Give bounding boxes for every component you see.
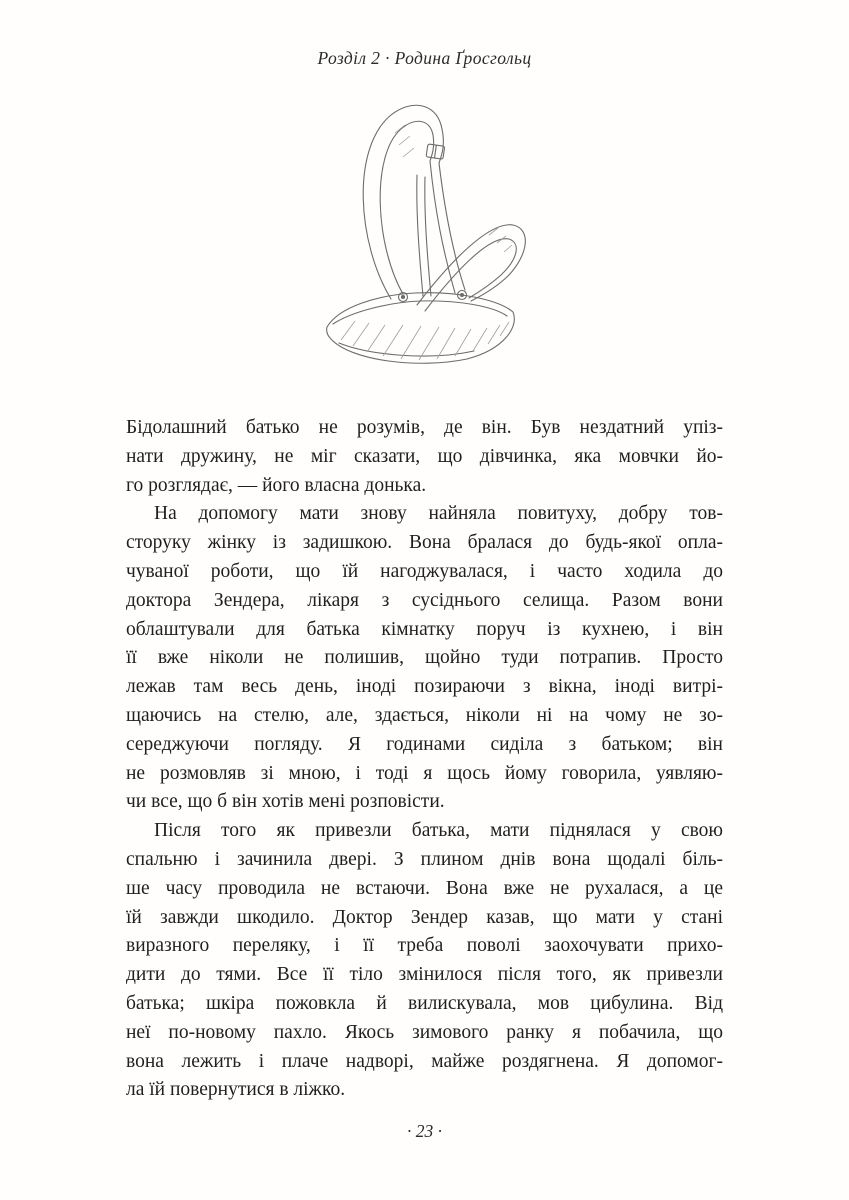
text-line: Після того як привезли батька, мати піднялася у свою: [154, 820, 723, 842]
text-line: го розглядає, — його власна донька.: [126, 474, 427, 496]
text-line: їй завжди шкодило. Доктор Зендер казав, що мати у стані: [126, 906, 723, 928]
text-line: середжуючи погляду. Я годинами сиділа з батьком; він: [126, 733, 723, 755]
page-number: · 23 ·: [407, 1121, 442, 1141]
text-line: спальню і зачинила двері. З плином днів вона щодалі біль-: [126, 848, 723, 870]
text-line: ше часу проводила не встаючи. Вона вже не рухалася, а це: [126, 877, 723, 899]
paragraph: [126, 817, 723, 1105]
text-line: неї по-новому пахло. Якось зимового ранку я побачила, що: [126, 1021, 723, 1043]
text-line: чи все, що б він хотів мені розповісти.: [126, 791, 445, 813]
text-line: дити до тями. Все її тіло змінилося після того, як привезли: [126, 964, 723, 986]
paragraph: [126, 414, 723, 500]
text-line: вона лежить і плаче надворі, майже роздягнена. Я допомог-: [126, 1050, 723, 1072]
paragraph: [126, 500, 723, 817]
jaw-sling-illustration: [299, 93, 551, 375]
text-line: виразного переляку, і її треба поволі заохочувати прихо-: [126, 935, 723, 957]
text-line: облаштували для батька кімнатку поруч із кухнею, і він: [126, 618, 723, 640]
text-line: сторуку жінку із задишкою. Вона бралася до будь-якої опла-: [126, 532, 723, 554]
text-line: не розмовляв зі мною, і тоді я щось йому говорила, уявляю-: [126, 762, 723, 784]
text-line: батька; шкіра пожовкла й вилискувала, мов цибулина. Від: [126, 992, 723, 1014]
text-line: На допомогу мати знову найняла повитуху, добру тов-: [154, 503, 723, 525]
text-line: її вже ніколи не полишив, щойно туди потрапив. Просто: [126, 647, 723, 669]
running-header: Розділ 2 · Родина Ґросгольц: [317, 48, 532, 68]
text-line: Бідолашний батько не розумів, де він. Був нездатний упіз-: [126, 417, 723, 438]
text-line: щаючись на стелю, але, здається, ніколи ні на чому не зо-: [126, 704, 723, 726]
text-line: ла їй повернутися в ліжко.: [126, 1079, 346, 1101]
text-line: нати дружину, не міг сказати, що дівчинка, яка мовчки йо-: [126, 445, 723, 467]
text-line: доктора Зендера, лікаря з сусіднього селища. Разом вони: [126, 589, 723, 611]
illustration-container: [0, 93, 849, 380]
body-text: [126, 414, 723, 1105]
text-line: лежав там весь день, іноді позираючи з вікна, іноді витрі-: [126, 676, 723, 698]
text-line: чуваної роботи, що їй нагоджувалася, і часто ходила до: [126, 560, 723, 582]
